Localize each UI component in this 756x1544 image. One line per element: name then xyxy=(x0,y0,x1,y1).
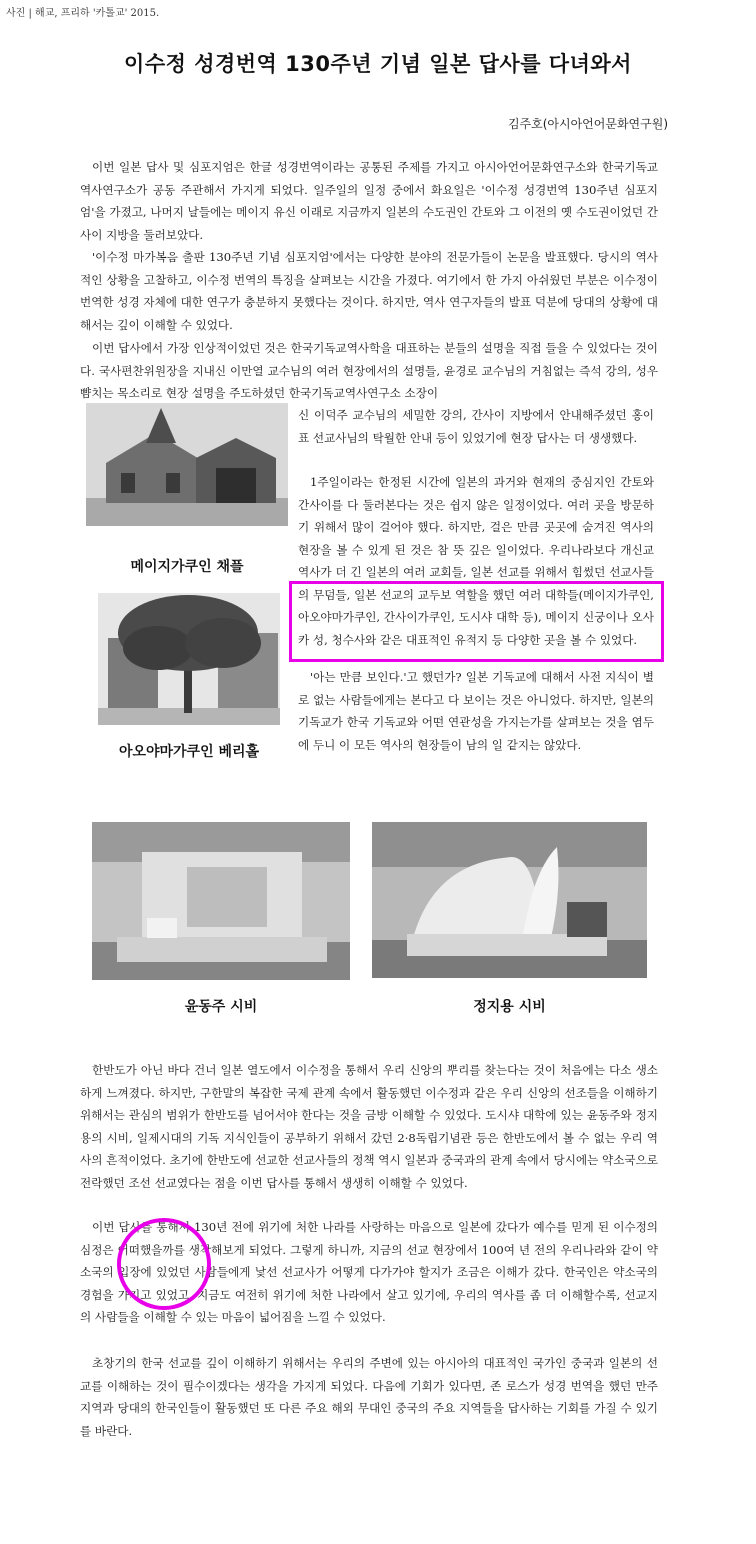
paragraph-intro: 이번 일본 답사 및 심포지엄은 한글 성경번역이라는 공통된 주제를 가지고 아시아언어문화연구소와 한국기독교역사연구소가 공동 주관해서 가지게 되었다. 일주일의 일정 중에서 화요일은 '이수정 성경번역 130주년 심포지엄'을 가졌고, 나머지 날들에는 메이지 유신 이래로 지금까지 일본의 수도권인 간토와 그 이전의 옛 수도권이었던 간사이 지방을 둘러보았다. xyxy=(80,160,658,242)
highlight-rectangle xyxy=(289,581,664,662)
yun-monument-photo xyxy=(92,822,350,980)
aoyama-hall-photo xyxy=(98,593,280,725)
caption-jung-monument: 정지용 시비 xyxy=(473,999,546,1015)
paragraph-roots: 한반도가 아닌 바다 건너 일본 열도에서 이수정을 통해서 우리 신앙의 뿌리를 찾는다는 것이 처음에는 다소 생소하게 느껴졌다. 하지만, 구한말의 복잡한 국제 관계 속에서 활동했던 이수정과 같은 우리 신앙의 선조들을 이해하기 위해서는 관심의 범위가 한반도를 넘어서야 한다는 것을 금방 이해할 수 있었다. 도시샤 대학에 있는 윤동주와 정지용의 시비, 일제시대의 기독 지식인들이 공부하기 위해서 갔던 2·8독립기념관 등은 한반도에서 볼 수 없는 우리 역사의 흔적이었다. 초기에 한반도에 선교한 선교사들의 정책 역시 일본과 중국과의 관계 속에서 당시에는 약소국으로 전락했던 조선 선교였다는 점을 이번 답사를 통해서 생생히 이해할 수 있었다. xyxy=(80,1063,658,1190)
caption-meiji-chapel: 메이지가쿠인 채플 xyxy=(130,559,244,575)
caption-yun-monument: 윤동주 시비 xyxy=(184,999,258,1015)
paragraph-symposium: '이수정 마가복음 출판 130주년 기념 심포지엄'에서는 다양한 분야의 전문가들이 논문을 발표했다. 당시의 역사적인 상황을 고찰하고, 이수정 번역의 특징을 살펴보는 시간을 가졌다. 여기에서 한 가지 아쉬웠던 부분은 이수정이 번역한 성경 자체에 대한 연구가 충분하지 못했다는 것이다. 하지만, 역사 연구자들의 발표 덕분에 당대의 상황에 대해서는 깊이 이해할 수 있었다. xyxy=(80,250,658,332)
author-byline: 김주호(아시아언어문화연구원) xyxy=(507,117,668,131)
paragraph-know: '아는 만큼 보인다.'고 했던가? 일본 기독교에 대해서 사전 지식이 별로 없는 사람들에게는 본다고 다 보이는 것은 아니었다. 하지만, 일본의 기독교가 한국 기독교와 어떤 연관성을 가지는가를 살펴보는 것을 염두에 두니 이 모든 역사의 현장들이 남의 일 같지는 않았다. xyxy=(298,670,654,752)
paragraph-closing: 초창기의 한국 선교를 깊이 이해하기 위해서는 우리의 주변에 있는 아시아의 대표적인 국가인 중국과 일본의 선교를 이해하는 것이 필수이겠다는 생각을 가지게 되었다. 다음에 기회가 있다면, 존 로스가 성경 번역을 했던 만주 지역과 당대의 한국인들이 활동했던 또 다른 주요 해외 무대인 중국의 주요 지역들을 답사하는 기회를 가질 수 있기를 바란다. xyxy=(80,1356,658,1438)
jung-monument-photo xyxy=(372,822,647,978)
paragraph-impression: 이번 답사에서 가장 인상적이었던 것은 한국기독교역사학을 대표하는 분들의 설명을 직접 들을 수 있었다는 것이다. 국사편찬위원장을 지내신 이만열 교수님의 여러 현장에서의 설명들, 윤경로 교수님의 거침없는 즉석 강의, 성우 뺨치는 목소리로 현장 설명을 주도하셨던 한국기독교역사연구소 소장이 xyxy=(80,341,658,400)
paragraph-impression-cont: 신 이덕주 교수님의 세밀한 강의, 간사이 지방에서 안내해주셨던 홍이표 선교사님의 탁월한 안내 등이 있었기에 현장 답사는 더 생생했다. xyxy=(298,408,654,445)
paragraph-week: 1주일이라는 한정된 시간에 일본의 과거와 현재의 중심지인 간토와 간사이를 다 둘러본다는 것은 쉽지 않은 일정이었다. 여러 곳을 방문하기 위해서 많이 걸어야 했다. 하지만, 걸은 만큼 곳곳에 숨겨진 역사의 현장을 볼 수 있게 된 것은 참 뜻 깊은 일이었다. 우리나라보다 개신교 역사가 더 긴 일본의 여러 교회들, 일본 선교를 위해서 힘썼던 선교사들의 무덤들, 일본 선교의 교두보 역할을 했던 여러 대학들(메이지가쿠인, 아오야마가쿠인, 간사이가쿠인, 도시샤 대학 등), 메이지 신궁이나 오사카 성, 청수사와 같은 대표적인 유적지 등 다양한 곳을 볼 수 있었다. xyxy=(298,475,654,647)
meiji-chapel-photo xyxy=(86,403,288,526)
paragraph-reflection: 이번 답사를 통해서 130년 전에 위기에 처한 나라를 사랑하는 마음으로 일본에 갔다가 예수를 믿게 된 이수정의 심정은 어떠했을까를 생각해보게 되었다. 그렇게 하니까, 지금의 선교 현장에서 100여 년 전의 우리나라와 같이 약소국의 입장에 있었던 사람들에게 낯선 선교사가 어떻게 다가가야 할지가 조금은 이해가 갔다. 한국인은 약소국의 경험을 가지고 있었고, 지금도 여전히 위기에 처한 나라에서 살고 있기에, 우리의 역사를 좀 더 이해할수록, 선교지의 사람들을 이해할 수 있는 마음이 넓어짐을 느낄 수 있었다. xyxy=(80,1220,658,1324)
highlight-circle xyxy=(117,1218,211,1310)
caption-aoyama-hall: 아오야마가쿠인 베리홀 xyxy=(118,744,260,760)
header-note: 사진 | 해교, 프리하 '카톨교' 2015. xyxy=(6,8,160,19)
article-title: 이수정 성경번역 130주년 기념 일본 답사를 다녀와서 xyxy=(124,52,632,76)
